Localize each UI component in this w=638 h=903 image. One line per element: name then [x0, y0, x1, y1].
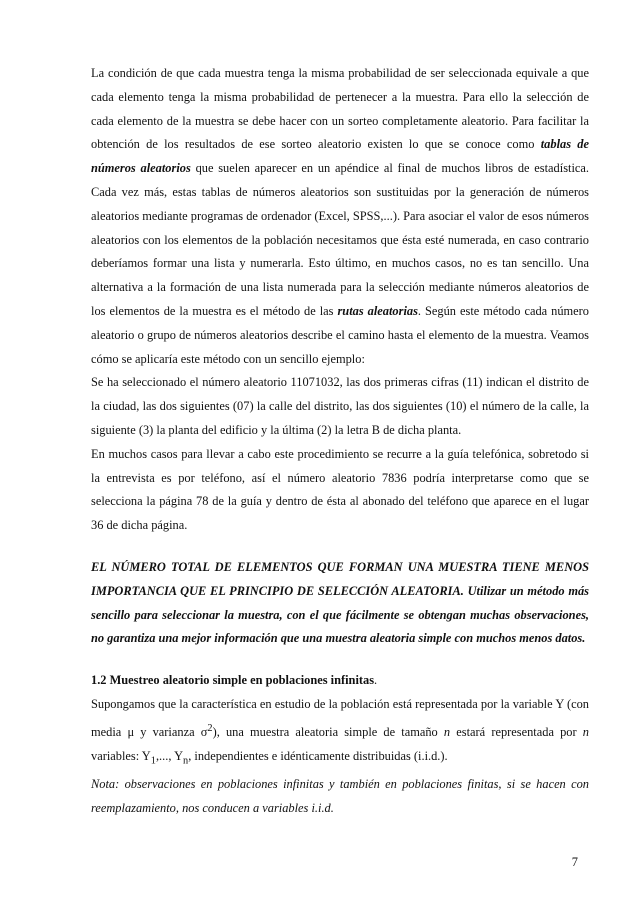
section-title: 1.2 Muestreo aleatorio simple en poblaciones infinitas [91, 673, 375, 688]
section-title-end: . [374, 673, 378, 688]
emphasis-rest: Utilizar un método más sencillo para seleccionar la muestra, con el que fácilmente se obtengan muchas observaciones, no garantiza una mejor información que una muestra aleatoria simple con muchos menos datos. [91, 583, 589, 646]
subscript-n: n [183, 755, 189, 767]
page-number: 7 [571, 855, 578, 869]
subscript-1: 1 [150, 755, 156, 767]
paragraph-infinite-population [91, 693, 589, 773]
text-run: , independientes e idénticamente distribuidas (i.i.d.). [188, 748, 448, 763]
text-run: y varianza [134, 724, 201, 739]
text-run: ), una muestra aleatoria simple de tamaño [212, 724, 444, 739]
text-run: ,..., Y [155, 748, 184, 763]
spacer [91, 538, 589, 556]
text-run: variables: Y [91, 748, 151, 763]
variable-n: n [582, 724, 589, 739]
section-heading [91, 669, 589, 693]
mu-symbol: μ [127, 724, 135, 739]
variable-n: n [443, 724, 451, 739]
text-run: estará representada por [450, 724, 583, 739]
paragraph-phonebook: En muchos casos para llevar a cabo este procedimiento se recurre a la guía telefónica, sobretodo si la entrevista es por teléfono, así el número aleatorio 7836 podría interpretarse como que se selecciona la página 78 de la guía y dentro de ésta al abonado del teléfono que aparece en el lugar 36 de dicha página. [91, 446, 589, 533]
paragraph-random-numbers [91, 62, 589, 371]
superscript-2: 2 [207, 722, 213, 734]
paragraph-emphasis [91, 556, 589, 651]
text-run: Supongamos que la característica en estudio de la población está representada por la variable Y (con media [91, 696, 589, 739]
text-run: . Según este método cada número aleatorio o grupo de números aleatorios describe el camino hasta el elemento de la muestra. Veamos cómo se aplicaría este método con un sencillo ejemplo: [91, 303, 589, 366]
emphasis-random-routes: rutas aleatorias [337, 303, 418, 318]
page-body [91, 62, 589, 821]
note-paragraph: Nota: observaciones en poblaciones infinitas y también en poblaciones finitas, si se hacen con reemplazamiento, nos conducen a variables i.i.d. [91, 776, 589, 815]
text-run: La condición de que cada muestra tenga la misma probabilidad de ser seleccionada equivale a que cada elemento tenga la misma probabilidad de pertenecer a la muestra. Para ello la selección de cada elemento de la muestra se debe hacer con un sorteo completamente aleatorio. Para facilitar la obtención de los resultados de ese sorteo aleatorio existen lo que se conoce como [91, 66, 589, 152]
spacer [91, 651, 589, 669]
emphasis-caps: EL NÚMERO TOTAL DE ELEMENTOS QUE FORMAN UNA MUESTRA TIENE MENOS IMPORTANCIA QUE EL PRINCIPIO DE SELECCIÓN ALEATORIA. [91, 559, 589, 598]
paragraph-example: Se ha seleccionado el número aleatorio 11071032, las dos primeras cifras (11) indican el distrito de la ciudad, las dos siguientes (07) la calle del distrito, las dos siguientes (10) el número de la calle, la siguiente (3) la planta del edificio y la última (2) la letra B de dicha planta. [91, 375, 589, 437]
sigma-symbol: σ [200, 724, 208, 739]
text-run: que suelen aparecer en un apéndice al final de muchos libros de estadística. Cada vez más, estas tablas de números aleatorios son sustituidas por la generación de números aleatorios mediante programas de ordenador (Excel, SPSS,...). Para asociar el valor de esos números aleatorios con los elementos de la población necesitamos que ésta esté numerada, en caso contrario deberíamos formar una lista y numerarla. Esto último, en muchos casos, no es tan sencillo. Una alternativa a la formación de una lista numerada para la selección mediante números aleatorios de los elementos de la muestra es el método de las [91, 161, 590, 318]
emphasis-random-tables: tablas de números aleatorios [91, 137, 589, 176]
